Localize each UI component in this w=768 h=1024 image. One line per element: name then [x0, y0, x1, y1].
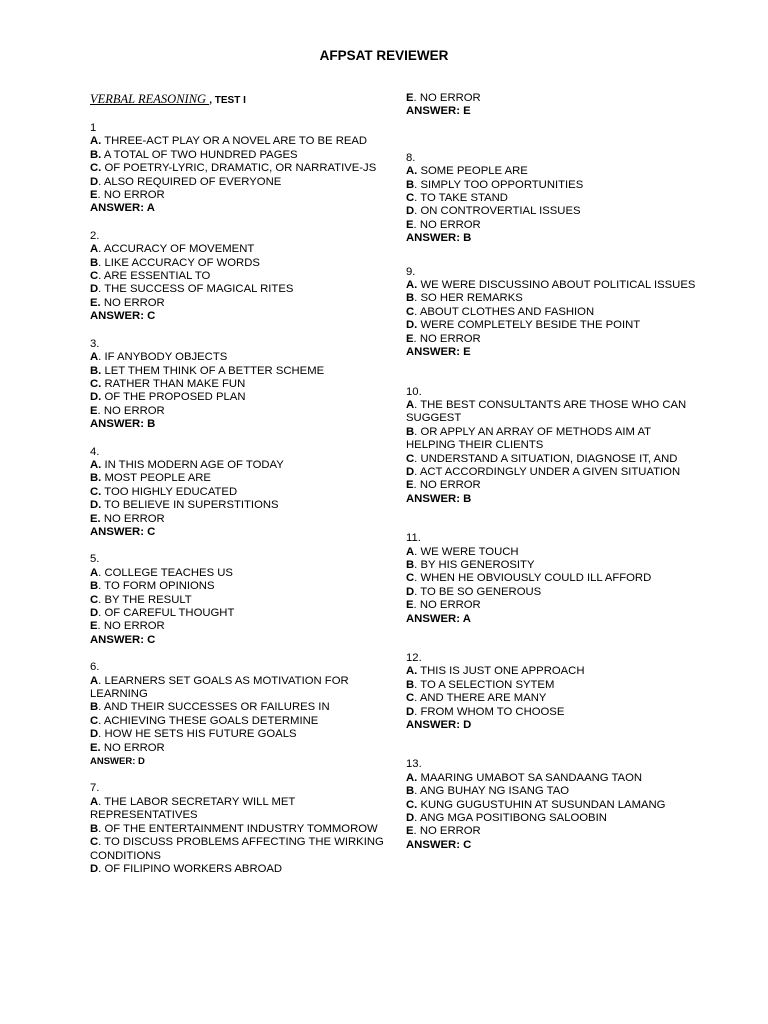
answer-option	[90, 378, 390, 391]
question-block	[406, 92, 696, 119]
answer-option	[406, 665, 696, 678]
option-letter: D.	[90, 391, 102, 404]
option-letter: A.	[406, 771, 418, 784]
option-text: . NO ERROR	[413, 479, 481, 492]
answer-option	[406, 825, 696, 838]
question-number: 9.	[406, 265, 416, 278]
question-number: 2.	[90, 229, 100, 242]
answer-option	[90, 863, 390, 876]
answer-option	[406, 192, 696, 205]
option-text: . OF THE ENTERTAINMENT INDUSTRY TOMMOROW	[98, 822, 378, 835]
answer-option	[90, 567, 390, 580]
option-text: . TO TAKE STAND	[414, 192, 508, 205]
answer-option	[90, 283, 390, 296]
option-text: . THE LABOR SECRETARY WILL MET REPRESENTATIVES	[90, 795, 296, 822]
answer-option	[406, 692, 696, 705]
option-text: . TO DISCUSS PROBLEMS AFFECTING THE WIRKING CONDITIONS	[90, 836, 384, 862]
question-block	[406, 758, 696, 852]
option-text: NO ERROR	[100, 512, 165, 525]
option-letter: B	[406, 785, 415, 798]
answer-key: ANSWER: B	[406, 232, 472, 245]
answer-option	[90, 836, 390, 863]
option-text: . SO HER REMARKS	[414, 292, 523, 305]
option-letter: B	[90, 580, 99, 593]
answer-option	[406, 679, 696, 692]
answer-option	[90, 823, 390, 836]
option-text: . LIKE ACCURACY OF WORDS	[98, 256, 260, 269]
option-text: . NO ERROR	[413, 218, 481, 231]
answer-option	[90, 189, 390, 202]
option-letter: E	[406, 218, 414, 231]
left-column	[90, 92, 390, 876]
option-text: . WE WERE TOUCH	[414, 545, 519, 558]
answer-option	[406, 292, 696, 305]
option-text: WERE COMPLETELY BESIDE THE POINT	[417, 319, 641, 332]
option-letter: B	[406, 678, 415, 691]
option-letter: C	[90, 593, 99, 606]
option-text: . BY HIS GENEROSITY	[414, 558, 535, 571]
option-text: . ON CONTROVERTIAL ISSUES	[414, 205, 581, 218]
question-block	[90, 230, 390, 324]
question-number: 7.	[90, 782, 100, 795]
option-text: . NO ERROR	[413, 825, 481, 838]
option-text: MOST PEOPLE ARE	[101, 472, 211, 485]
option-letter: C	[406, 572, 415, 585]
option-letter: D	[406, 465, 415, 478]
answer-option	[90, 580, 390, 593]
option-text: . OR APPLY AN ARRAY OF METHODS AIM AT HELPING THEIR CLIENTS	[406, 425, 651, 452]
option-text: . ARE ESSENTIAL TO	[98, 270, 211, 283]
option-letter: B	[406, 425, 415, 438]
option-letter: E	[406, 599, 414, 612]
option-text: . TO BE SO GENEROUS	[414, 585, 542, 598]
option-text: . THE BEST CONSULTANTS ARE THOSE WHO CAN SUGGEST	[406, 398, 687, 425]
option-letter: A.	[90, 135, 102, 148]
answer-option	[406, 165, 696, 178]
option-text: NO ERROR	[100, 741, 165, 754]
option-letter: C	[406, 305, 415, 318]
option-text: WE WERE DISCUSSINO ABOUT POLITICAL ISSUES	[417, 279, 696, 292]
option-letter: C	[90, 836, 99, 849]
option-text: . ACT ACCORDINGLY UNDER A GIVEN SITUATION	[414, 465, 681, 478]
option-letter: A.	[406, 665, 418, 678]
option-text: OF THE PROPOSED PLAN	[101, 391, 246, 404]
option-text: . WHEN HE OBVIOUSLY COULD ILL AFFORD	[414, 572, 652, 585]
answer-option	[406, 179, 696, 192]
answer-option	[90, 176, 390, 189]
option-letter: C.	[90, 485, 102, 498]
option-letter: A	[90, 795, 99, 808]
answer-option	[406, 572, 696, 585]
option-letter: C.	[90, 377, 102, 390]
answer-key: ANSWER: E	[406, 346, 471, 359]
right-questions	[406, 92, 696, 852]
question-block	[406, 386, 696, 507]
option-text: . AND THEIR SUCCESSES OR FAILURES IN	[98, 701, 330, 714]
question-number: 4.	[90, 445, 100, 458]
question-number: 10.	[406, 385, 422, 398]
question-number: 1	[90, 122, 97, 134]
answer-option	[406, 306, 696, 319]
option-text: SOME PEOPLE ARE	[417, 165, 528, 178]
answer-key: ANSWER: A	[406, 612, 471, 625]
option-letter: D	[406, 812, 415, 825]
answer-option	[406, 466, 696, 479]
option-letter: A.	[90, 458, 102, 471]
option-letter: B.	[90, 472, 102, 485]
question-number: 5.	[90, 553, 100, 566]
option-letter: E.	[90, 296, 101, 309]
question-number: 12.	[406, 652, 422, 664]
answer-option	[90, 135, 390, 148]
option-letter: A	[406, 545, 415, 558]
answer-option	[90, 149, 390, 162]
question-number: 13.	[406, 758, 422, 771]
section-test: TEST I	[211, 95, 246, 106]
answer-option	[406, 799, 696, 812]
option-letter: D	[90, 728, 99, 741]
answer-option	[90, 405, 390, 418]
answer-option	[406, 333, 696, 346]
answer-key: ANSWER: C	[90, 633, 156, 646]
option-letter: C	[90, 714, 99, 727]
option-letter: D	[90, 175, 99, 188]
option-text: . NO ERROR	[97, 620, 165, 633]
option-text: . ABOUT CLOTHES AND FASHION	[414, 305, 595, 318]
section-name: VERBAL REASONING	[90, 92, 210, 106]
question-block	[406, 532, 696, 626]
option-letter: D	[406, 585, 415, 598]
option-letter: C	[406, 692, 415, 705]
right-column	[406, 92, 696, 852]
question-number: 3.	[90, 337, 100, 350]
option-text: LET THEM THINK OF A BETTER SCHEME	[101, 364, 325, 377]
answer-option	[90, 243, 390, 256]
section-separator: ,	[209, 95, 212, 106]
option-text: A TOTAL OF TWO HUNDRED PAGES	[101, 148, 298, 161]
answer-option	[406, 559, 696, 572]
answer-key: ANSWER: C	[90, 310, 156, 323]
option-letter: E	[406, 825, 414, 838]
answer-option	[90, 594, 390, 607]
option-letter: B	[406, 558, 415, 571]
option-text: THIS IS JUST ONE APPROACH	[417, 665, 585, 678]
option-letter: D.	[90, 499, 102, 512]
option-letter: A.	[406, 165, 418, 178]
option-text: . NO ERROR	[97, 189, 165, 202]
answer-key: ANSWER: C	[406, 838, 472, 851]
option-text: . IF ANYBODY OBJECTS	[98, 351, 228, 364]
option-letter: C.	[406, 798, 418, 811]
option-letter: B	[90, 822, 99, 835]
answer-option	[90, 499, 390, 512]
answer-option	[406, 92, 696, 105]
answer-option	[406, 319, 696, 332]
answer-key: ANSWER: C	[90, 525, 156, 538]
option-text: . ANG BUHAY NG ISANG TAO	[414, 785, 570, 798]
answer-option	[406, 479, 696, 492]
question-block	[406, 152, 696, 246]
answer-option	[406, 453, 696, 466]
answer-option	[90, 728, 390, 741]
option-letter: D	[406, 205, 415, 218]
answer-option	[90, 365, 390, 378]
option-text: TOO HIGHLY EDUCATED	[101, 485, 238, 498]
option-letter: A	[90, 566, 99, 579]
option-text: TO BELIEVE IN SUPERSTITIONS	[101, 499, 279, 512]
answer-option	[90, 796, 390, 823]
question-number: 11.	[406, 532, 421, 545]
option-text: KUNG GUGUSTUHIN AT SUSUNDAN LAMANG	[417, 798, 666, 811]
option-text: . TO A SELECTION SYTEM	[414, 678, 555, 691]
option-letter: A	[406, 398, 415, 411]
option-letter: B	[90, 256, 99, 269]
option-letter: A	[90, 243, 99, 256]
answer-option	[406, 812, 696, 825]
answer-option	[90, 513, 390, 526]
answer-option	[90, 701, 390, 714]
option-text: . ACCURACY OF MOVEMENT	[98, 243, 255, 256]
option-text: . OF CAREFUL THOUGHT	[98, 607, 235, 619]
option-text: . BY THE RESULT	[98, 593, 192, 606]
option-letter: B.	[90, 148, 102, 161]
option-text: THREE-ACT PLAY OR A NOVEL ARE TO BE READ	[101, 135, 368, 148]
option-letter: E	[90, 189, 98, 202]
answer-option	[406, 219, 696, 232]
question-block	[90, 446, 390, 540]
option-letter: B.	[90, 364, 102, 377]
option-letter: E	[406, 479, 414, 492]
answer-option	[90, 297, 390, 310]
answer-option	[406, 205, 696, 218]
answer-option	[90, 351, 390, 364]
option-text: . FROM WHOM TO CHOOSE	[414, 705, 565, 718]
question-block	[90, 782, 390, 876]
answer-option	[406, 546, 696, 559]
option-letter: A	[90, 674, 99, 687]
option-text: . NO ERROR	[97, 404, 165, 417]
option-letter: B	[406, 292, 415, 305]
option-text: IN THIS MODERN AGE OF TODAY	[101, 458, 284, 471]
option-text: . ANG MGA POSITIBONG SALOOBIN	[414, 812, 607, 825]
option-letter: A	[90, 351, 99, 364]
question-block	[90, 338, 390, 432]
answer-option	[90, 257, 390, 270]
option-text: . SIMPLY TOO OPPORTUNITIES	[414, 178, 584, 191]
option-text: NO ERROR	[100, 296, 165, 309]
page-title: AFPSAT REVIEWER	[319, 48, 449, 63]
answer-option	[90, 742, 390, 755]
question-block	[90, 661, 390, 768]
option-letter: E	[406, 92, 414, 104]
answer-key: ANSWER: B	[406, 492, 472, 505]
option-text: . COLLEGE TEACHES US	[98, 566, 233, 579]
option-letter: C	[90, 270, 99, 283]
option-text: . NO ERROR	[413, 599, 481, 612]
answer-key: ANSWER: D	[90, 756, 145, 768]
option-text: . HOW HE SETS HIS FUTURE GOALS	[98, 728, 297, 741]
answer-option	[90, 675, 390, 702]
option-letter: E	[90, 404, 98, 417]
option-text: OF POETRY-LYRIC, DRAMATIC, OR NARRATIVE-JS	[101, 162, 377, 175]
answer-option	[90, 715, 390, 728]
option-letter: E	[406, 332, 414, 345]
section-heading	[90, 92, 390, 108]
question-block	[406, 652, 696, 732]
answer-option	[406, 586, 696, 599]
answer-option	[406, 279, 696, 292]
option-letter: D	[406, 705, 415, 718]
option-text: MAARING UMABOT SA SANDAANG TAON	[417, 771, 643, 784]
option-letter: E	[90, 620, 98, 633]
answer-option	[406, 772, 696, 785]
option-letter: E.	[90, 741, 101, 754]
answer-option	[90, 472, 390, 485]
answer-key: ANSWER: A	[90, 202, 155, 215]
answer-option	[90, 270, 390, 283]
question-block	[90, 122, 390, 216]
answer-key: ANSWER: B	[90, 418, 156, 431]
answer-option	[406, 599, 696, 612]
answer-key: ANSWER: D	[406, 719, 472, 732]
question-number: 6.	[90, 661, 100, 674]
answer-option	[90, 162, 390, 175]
question-block	[406, 266, 696, 360]
option-text: . NO ERROR	[413, 332, 481, 345]
answer-key: ANSWER: E	[406, 105, 471, 118]
option-letter: D	[90, 607, 99, 619]
option-letter: D	[90, 283, 99, 296]
answer-option	[90, 620, 390, 633]
option-letter: C	[406, 452, 415, 465]
option-text: . AND THERE ARE MANY	[414, 692, 547, 705]
option-text: . TO FORM OPINIONS	[98, 580, 215, 593]
answer-option	[406, 706, 696, 719]
answer-option	[90, 607, 390, 620]
option-letter: A.	[406, 279, 418, 292]
option-text: . ACHIEVING THESE GOALS DETERMINE	[98, 714, 319, 727]
answer-option	[90, 459, 390, 472]
answer-option	[406, 785, 696, 798]
option-letter: C.	[90, 162, 102, 175]
question-number: 8.	[406, 151, 416, 164]
option-letter: B	[406, 178, 415, 191]
option-text: RATHER THAN MAKE FUN	[101, 377, 246, 390]
option-text: . ALSO REQUIRED OF EVERYONE	[98, 175, 282, 188]
option-text: . THE SUCCESS OF MAGICAL RITES	[98, 283, 294, 296]
option-text: . LEARNERS SET GOALS AS MOTIVATION FOR LEARNING	[90, 674, 349, 701]
question-block	[90, 553, 390, 647]
answer-option	[90, 391, 390, 404]
option-text: . NO ERROR	[413, 92, 481, 104]
answer-option	[406, 399, 696, 426]
answer-option	[90, 486, 390, 499]
option-letter: B	[90, 701, 99, 714]
option-text: . OF FILIPINO WORKERS ABROAD	[98, 862, 283, 875]
option-letter: D	[90, 862, 99, 875]
option-letter: E.	[90, 512, 101, 525]
answer-option	[406, 426, 696, 453]
option-letter: D.	[406, 319, 418, 332]
left-questions	[90, 122, 390, 876]
option-text: . UNDERSTAND A SITUATION, DIAGNOSE IT, AND	[414, 452, 678, 465]
option-letter: C	[406, 192, 415, 205]
